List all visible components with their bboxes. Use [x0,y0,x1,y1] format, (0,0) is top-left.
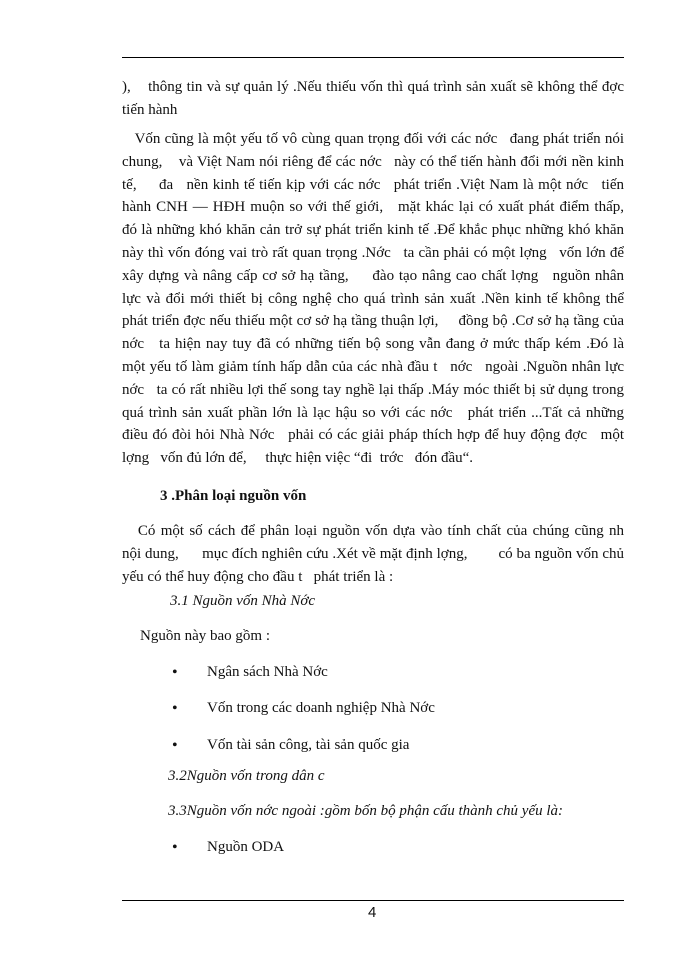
subheading-3-1: 3.1 Nguồn vốn Nhà Nớc [170,593,316,609]
lead-text: Nguồn này bao gồm : [140,628,270,644]
bullet-icon: • [172,664,178,681]
paragraph-1: ), thông tin và sự quản lý .Nếu thiếu vốn thì quá trình sản xuất sẽ không thể đợc tiến hành [122,79,636,118]
header-rule [122,57,624,58]
subheading-3-2: 3.2Nguồn vốn trong dân c [168,768,325,784]
list-item [172,737,409,755]
bullet-icon: • [172,839,178,856]
subheading-3-3: 3.3Nguồn vốn nớc ngoài :gồm bốn bộ phận cấu thành chủ yếu là: [168,803,564,819]
bullet-icon: • [172,737,178,754]
paragraph-2: Vốn cũng là một yếu tố vô cùng quan trọng đối với các nớc đang phát triển nói chung, và Việt Nam nói riêng để các nớc này có thể tiến hành đổi mới nền kinh tế, đa nền kinh tế tiến kịp với các nớc phát triển .Việt Nam là một nớc tiến hành CNH — HĐH muộn so với thế giới, mặt khác lại có xuất phát điểm thấp, đó là những khó khăn cản trở sự phát triển kinh tế .Để khắc phục những khó khăn này thì vốn đóng vai trò rất quan trọng .Nớc ta cần phải có một lợng vốn lớn để xây dựng và nâng cấp cơ sở hạ tầng, đào tạo nâng cao chất lợng nguồn nhân lực và đổi mới thiết bị công nghệ cho quá trình sản xuất .Nền kinh tế không thể phát triển đợc nếu thiếu một cơ sở hạ tầng thuận lợi, đồng bộ .Cơ sở hạ tầng của nớc ta hiện nay tuy đã có những tiến bộ song vẫn đang ở mức thấp kém .Đó là một yếu tố làm giảm tính hấp dẫn của các nhà đầu t nớc ngoài .Nguồn nhân lực nớc ta có rất nhiều lợi thế song tay nghề lại thấp .Máy móc thiết bị sử dụng trong quá trình sản xuất phần lớn là lạc hậu so với các nớc phát triển ...Tất cả những điều đó đòi hỏi Nhà Nớc phải có các giải pháp thích hợp để huy động đợc một lợng vốn đủ lớn để, thực hiện việc “đi trớc đón đầu“. [122,131,647,467]
page-number: 4 [368,904,377,921]
list-item [172,700,435,718]
bullet-icon: • [172,700,178,717]
section-heading: 3 .Phân loại nguồn vốn [160,488,307,504]
footer-rule [122,900,624,901]
list-item-text: Nguồn ODA [207,839,285,855]
paragraph-3: Có một số cách để phân loại nguồn vốn dựa vào tính chất của chúng cũng nh nội dung, mục đích nghiên cứu .Xét về mặt định lợng, có ba nguồn vốn chủ yếu có thể huy động cho đầu t phát triển là : [122,523,636,585]
list-item-text: Ngân sách Nhà Nớc [207,664,328,680]
list-item [172,839,284,857]
list-item-text: Vốn tài sản công, tài sản quốc gia [207,737,410,753]
list-item-text: Vốn trong các doanh nghiệp Nhà Nớc [207,700,435,716]
list-item [172,664,328,682]
